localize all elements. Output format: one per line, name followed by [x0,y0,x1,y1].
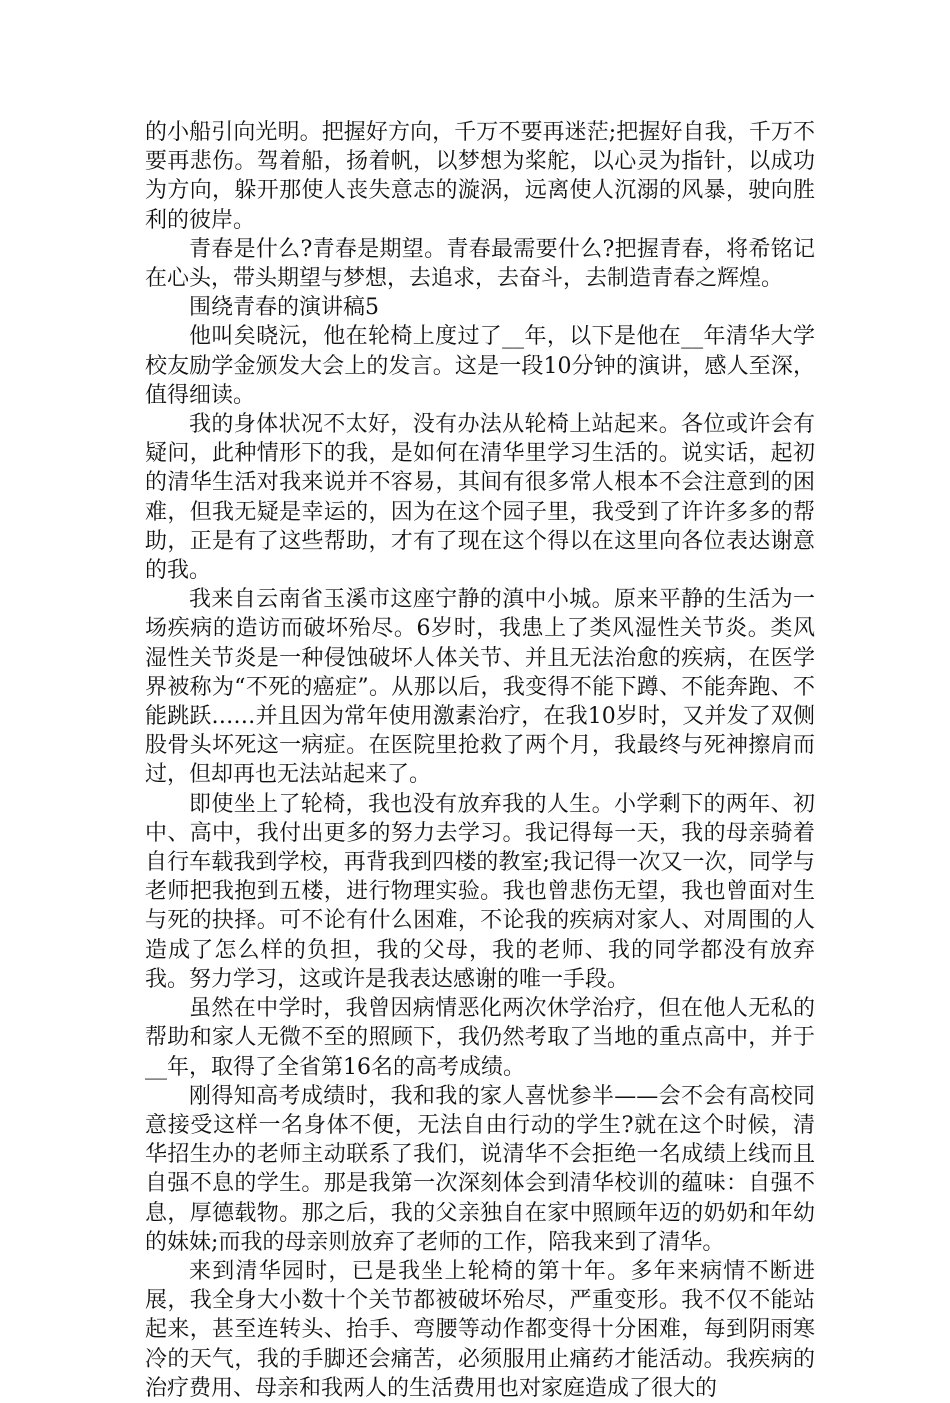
document-body [145,118,815,1403]
paragraph-youth-expectation: 青春是什么?青春是期望。青春最需要什么?把握青春，将希铭记在心头，带头期望与梦想，去追求，去奋斗，去制造青春之辉煌。 [145,236,815,292]
paragraph-admission: 刚得知高考成绩时，我和我的家人喜忧参半——会不会有高校同意接受这样一名身体不便，无法自由行动的学生?就在这个时候，清华招生办的老师主动联系了我们，说清华不会拒绝一名成绩上线而且自强不息的学生。那是我第一次深刻体会到清华校训的蕴味：自强不息，厚德载物。那之后，我的父亲独自在家中照顾年迈的奶奶和年幼的妹妹;而我的母亲则放弃了老师的工作，陪我来到了清华。 [145,1083,815,1255]
section-heading: 围绕青春的演讲稿5 [189,295,379,321]
paragraph-high-school: 虽然在中学时，我曾因病情恶化两次休学治疗，但在他人无私的帮助和家人无微不至的照顾下，我仍然考取了当地的重点高中，并于__年，取得了全省第16名的高考成绩。 [145,996,815,1080]
paragraph-wheelchair: 即使坐上了轮椅，我也没有放弃我的人生。小学剩下的两年、初中、高中，我付出更多的努力去学习。我记得每一天，我的母亲骑着自行车载我到学校，再背我到四楼的教室;我记得一次又一次，同学与老师把我抱到五楼，进行物理实验。我也曾悲伤无望，我也曾面对生与死的抉择。可不论有什么困难，不论我的疾病对家人、对周围的人造成了怎么样的负担，我的父母，我的老师、我的同学都没有放弃我。努力学习，这或许是我表达感谢的唯一手段。 [145,791,815,992]
paragraph-hometown: 我来自云南省玉溪市这座宁静的滇中小城。原来平静的生活为一场疾病的造访而破坏殆尽。6岁时，我患上了类风湿性关节炎。类风湿性关节炎是一种侵蚀破坏人体关节、并且无法治愈的疾病，在医学界被称为“不死的癌症”。从那以后，我变得不能下蹲、不能奔跑、不能跳跃……并且因为常年使用激素治疗，在我10岁时，又并发了双侧股骨头坏死这一病症。在医院里抢救了两个月，我最终与死神擦肩而过，但却再也无法站起来了。 [145,587,815,788]
paragraph-intro: 他叫矣晓沅，他在轮椅上度过了__年，以下是他在__年清华大学校友励学金颁发大会上的发言。这是一段10分钟的演讲，感人至深，值得细读。 [145,324,815,408]
paragraph-tsinghua: 来到清华园时，已是我坐上轮椅的第十年。多年来病情不断进展，我全身大小数十个关节都被破坏殆尽，严重变形。我不仅不能站起来，甚至连转头、抬手、弯腰等动作都变得十分困难，每到阴雨寒冷的天气，我的手脚还会痛苦，必须服用止痛药才能活动。我疾病的治疗费用、母亲和我两人的生活费用也对家庭造成了很大的 [145,1258,815,1401]
paragraph-health: 我的身体状况不太好，没有办法从轮椅上站起来。各位或许会有疑问，此种情形下的我，是如何在清华里学习生活的。说实话，起初的清华生活对我来说并不容易，其间有很多常人根本不会注意到的困难，但我无疑是幸运的，因为在这个园子里，我受到了许许多多的帮助，正是有了这些帮助，才有了现在这个得以在这里向各位表达谢意的我。 [145,412,815,584]
paragraph-continuation: 的小船引向光明。把握好方向，千万不要再迷茫;把握好自我，千万不要再悲伤。驾着船，扬着帆，以梦想为桨舵，以心灵为指针，以成功为方向，躲开那使人丧失意志的漩涡，远离使人沉溺的风暴，驶向胜利的彼岸。 [145,120,815,233]
